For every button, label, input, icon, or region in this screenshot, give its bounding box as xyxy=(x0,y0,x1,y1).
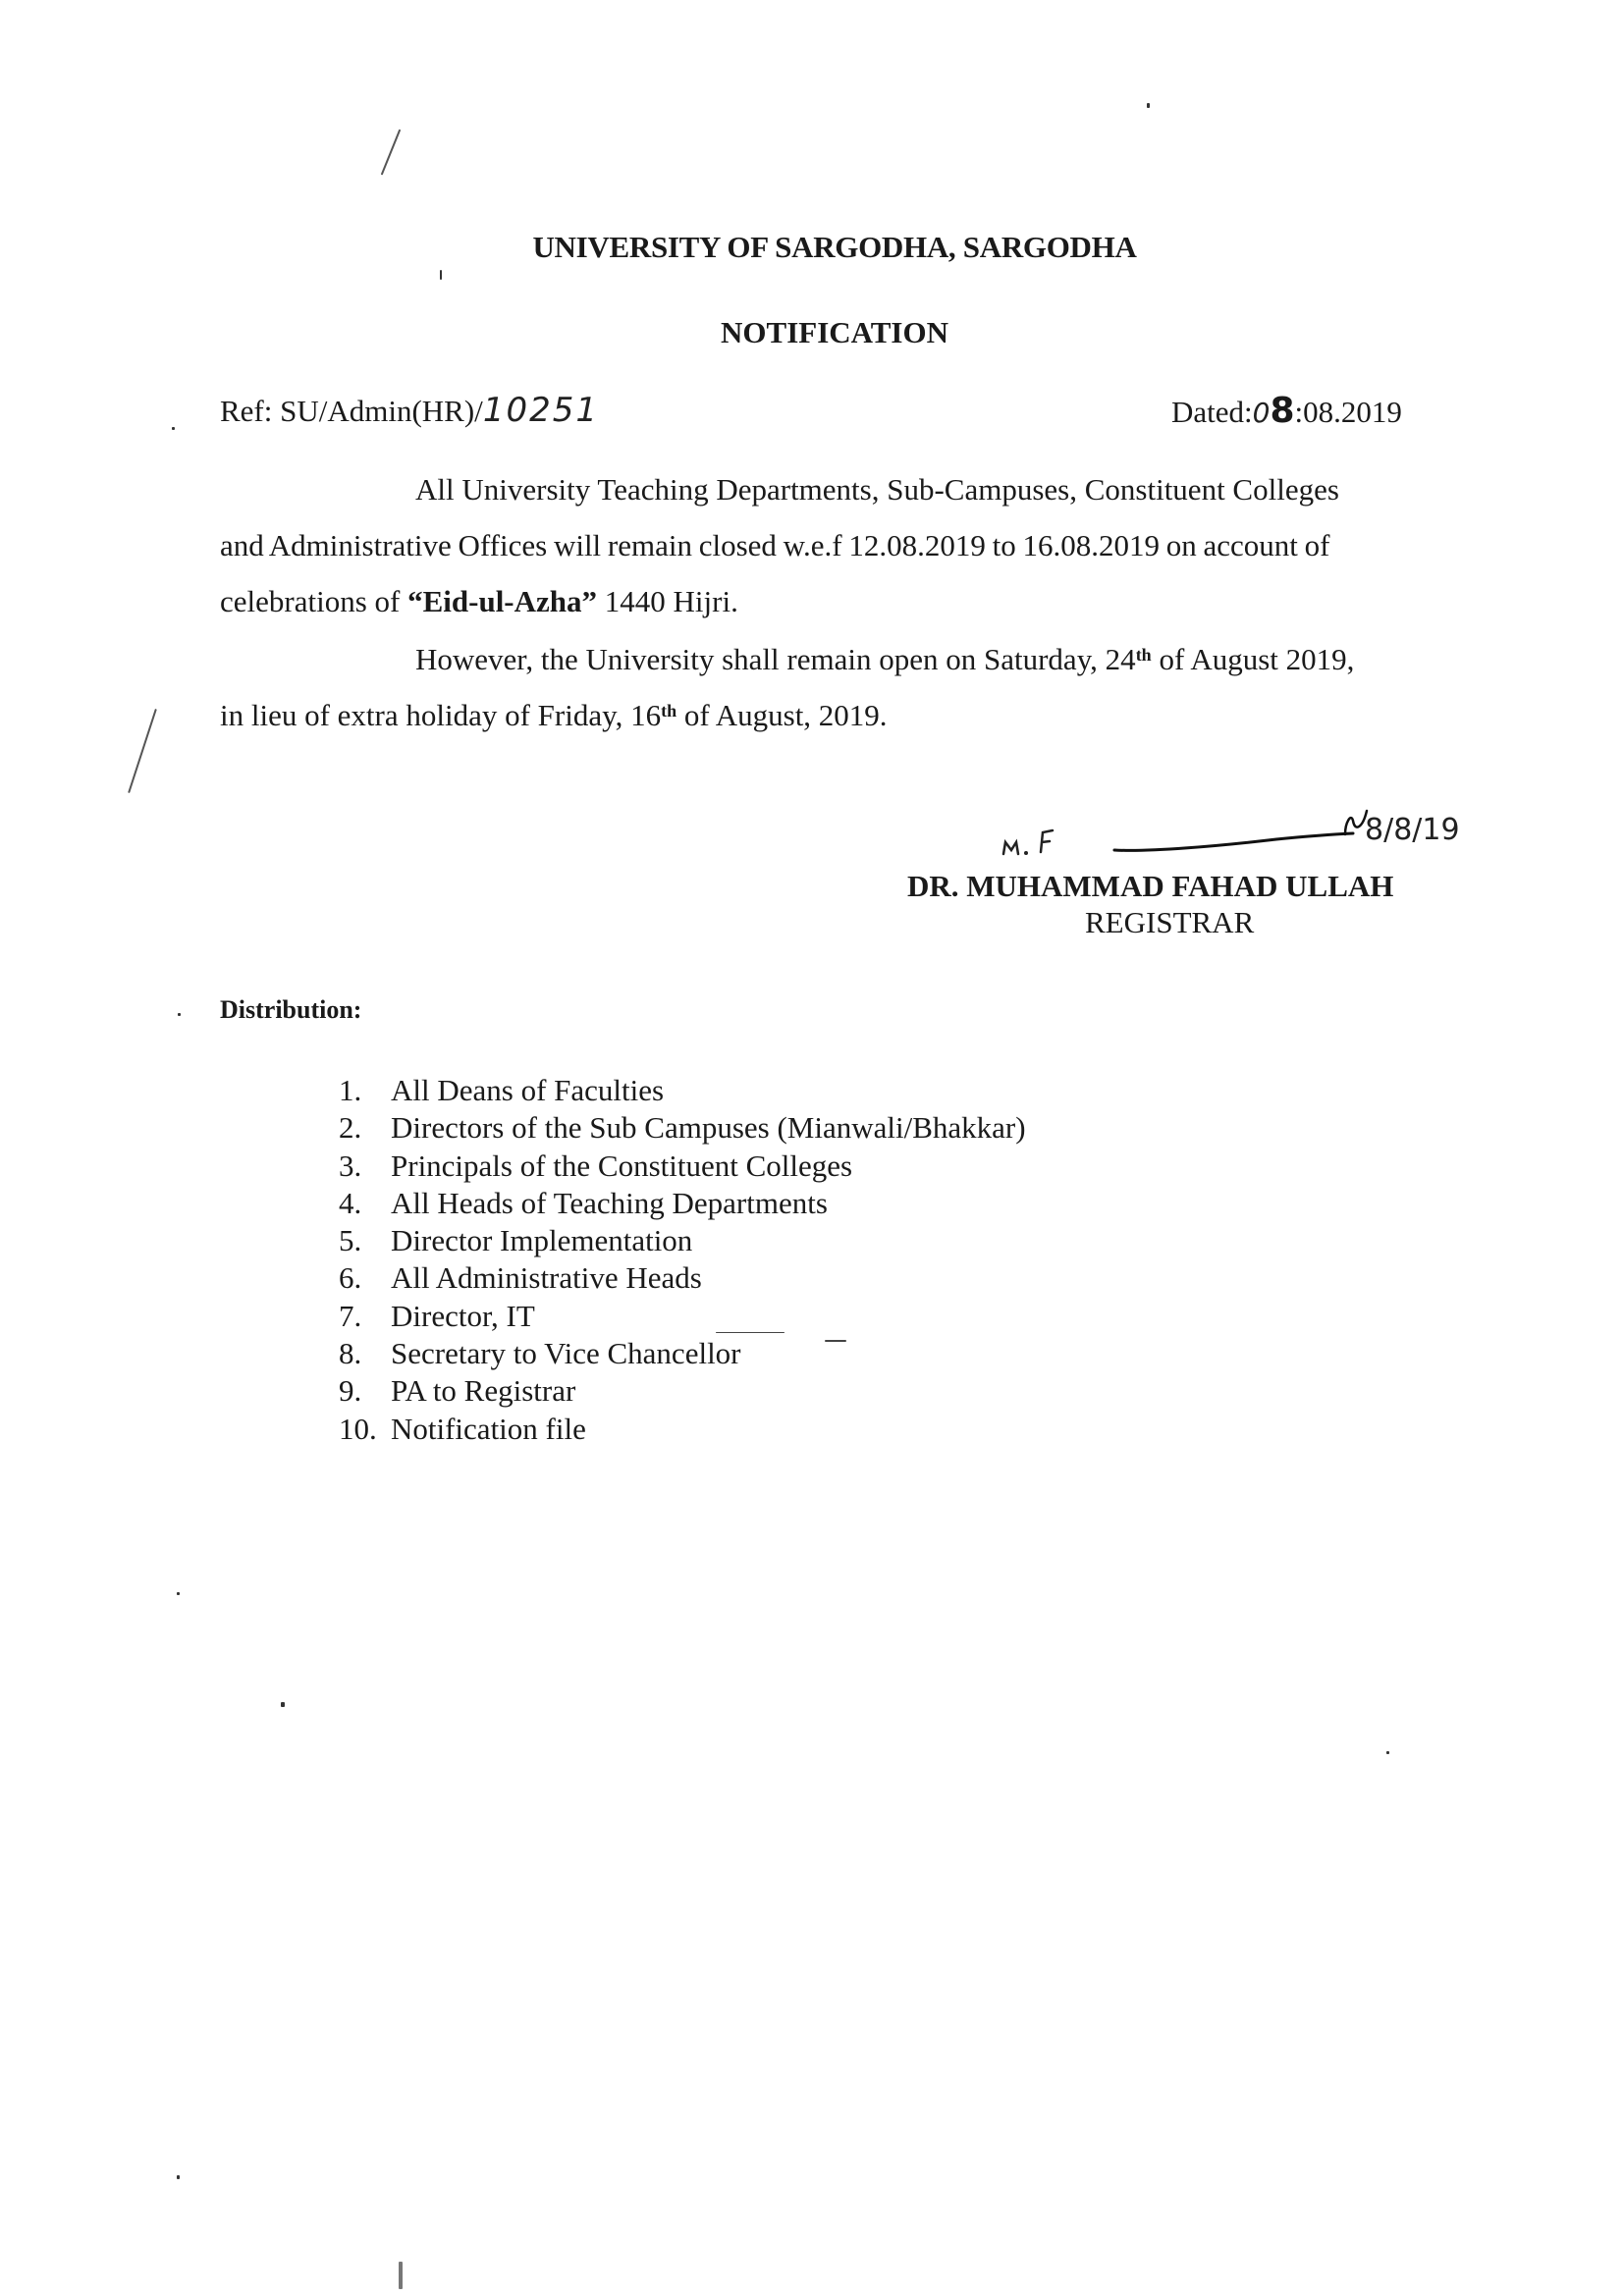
handwritten-day-digit: 8 xyxy=(1270,391,1295,431)
list-item: 4. All Heads of Teaching Departments xyxy=(339,1185,828,1220)
list-item: 8. Secretary to Vice Chancellor xyxy=(339,1336,741,1371)
paragraph-working-day xyxy=(220,631,1453,743)
distribution-list xyxy=(339,1072,1026,1448)
signatory-name: DR. MUHAMMAD FAHAD ULLAH xyxy=(907,869,1394,903)
list-item: 3. Principals of the Constituent Colleges xyxy=(339,1148,853,1183)
paragraph-line: in lieu of extra holiday of Friday, 16th of August, 2019. xyxy=(220,698,888,732)
list-item: 1. All Deans of Faculties xyxy=(339,1073,665,1107)
document-date xyxy=(1171,391,1402,431)
date-label: Dated: xyxy=(1171,395,1253,429)
paragraph-line: celebrations of “Eid-ul-Azha” 1440 Hijri. xyxy=(220,584,738,618)
paragraph-line: and Administrative Offices will remain closed w.e.f 12.08.2019 to 16.08.2019 on account of xyxy=(220,528,1330,562)
paragraph-line: However, the University shall remain open on Saturday, 24th of August 2019, xyxy=(415,642,1355,676)
list-item: 7. Director, IT xyxy=(339,1298,535,1333)
distribution-heading: Distribution: xyxy=(220,995,362,1024)
list-item: 6. All Administrative Heads xyxy=(339,1260,702,1296)
handwritten-reference-number: 10251 xyxy=(482,391,599,430)
reference-number xyxy=(220,391,599,430)
holiday-name: “Eid-ul-Azha” xyxy=(407,584,598,618)
signatory-title: REGISTRAR xyxy=(1085,905,1255,939)
signature-stroke-icon xyxy=(992,803,1404,872)
list-item: 9. PA to Registrar xyxy=(339,1373,576,1409)
date-rest: :08.2019 xyxy=(1294,395,1402,429)
list-item: 10. Notification file xyxy=(339,1411,586,1446)
institution-title: UNIVERSITY OF SARGODHA, SARGODHA xyxy=(532,230,1137,264)
list-item: 5. Director Implementation xyxy=(339,1223,693,1258)
reference-label: Ref: SU/Admin(HR)/ xyxy=(220,394,483,428)
paragraph-line: All University Teaching Departments, Sub-Campuses, Constituent Colleges xyxy=(415,472,1339,507)
handwritten-signature-date: 8/8/19 xyxy=(1365,813,1460,847)
paragraph-closure xyxy=(220,461,1453,629)
document-type-heading: NOTIFICATION xyxy=(721,315,948,349)
list-item: 2. Directors of the Sub Campuses (Mianwali/Bhakkar) xyxy=(339,1110,1026,1146)
handwritten-day-prefix: 0 xyxy=(1252,397,1271,429)
